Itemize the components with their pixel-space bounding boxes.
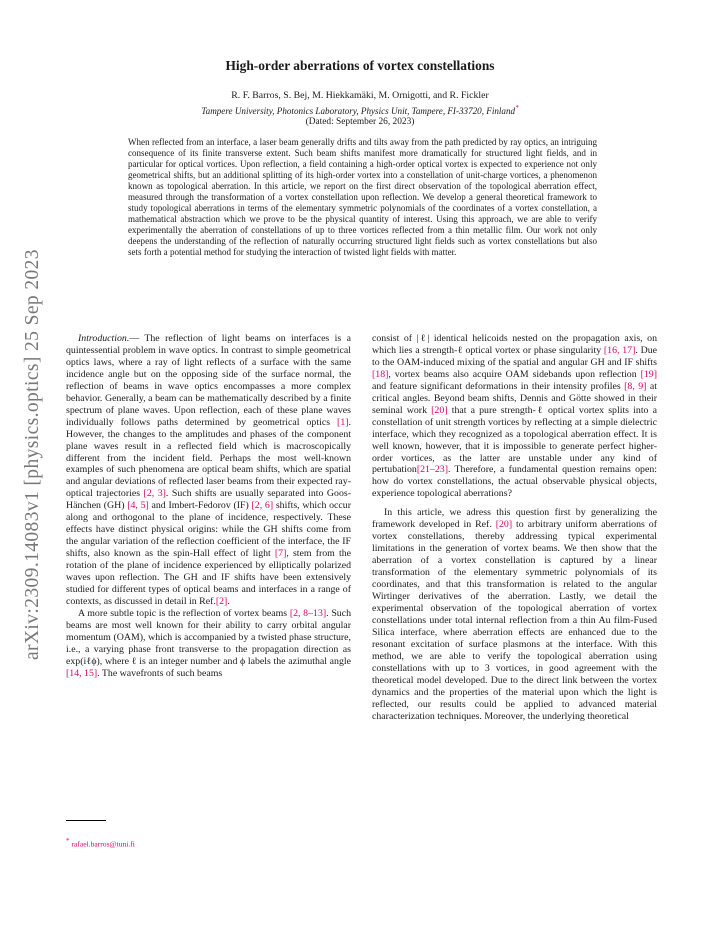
citation-link[interactable]: [20] (431, 404, 448, 416)
citation-link[interactable]: [1] (337, 416, 349, 428)
text-run: consist of |ℓ| identical helicoids nested on the propagation axis, on which lies a strength-ℓ optical vortex or phase singularity (372, 333, 657, 356)
citation-link[interactable]: [2] (215, 595, 228, 607)
right-column (372, 333, 657, 723)
citation-link[interactable]: [21–23] (416, 464, 449, 476)
citation-link[interactable]: [2, 6] (251, 500, 274, 512)
citation-link[interactable]: [19] (640, 368, 657, 380)
body-paragraph-continued (372, 333, 657, 500)
text-run: . Therefore, a fundamental question remains open: how do vortex constellations, the actual observable physical objects, experience topological aberrations? (372, 464, 657, 500)
citation-link[interactable]: [7] (274, 548, 287, 560)
body-paragraph-2 (372, 507, 657, 722)
text-run: . The wavefronts of such beams (97, 667, 223, 679)
text-run: to arbitrary uniform aberrations of vortex constellations, thereby addressing typical experimental limitations in the generation of vortex beams. We then show that the aberration of a vortex constellation is captured by a linear transformation of the elementary symmetric polynomials of its coordinates, and that this transformation is related to the angular Wirtinger derivatives of the aberration. Lastly, we detail the experimental observation of the topological aberration of vortex constellations under total internal reflection from a thin Au film-Fused Silica interface, where aberration effects are enhanced due to the resonant excitation of surface plasmons at the interface. With this method, we are able to verify the topological aberration using constellations with up to 3 vortices, in good agreement with the theoretical model developed. Due to the direct link between the vortex dynamics and the properties of the material upon which the light is reflected, our results could be applied to advanced material characterization techniques. Moreover, the underlying theoretical (372, 519, 657, 722)
date-line: (Dated: September 26, 2023) (305, 117, 415, 127)
text-run: . (227, 595, 230, 607)
section-runin-heading: Introduction. (78, 333, 130, 344)
footnote (66, 837, 135, 849)
abstract: When reflected from an interface, a laser beam generally drifts and tilts away from the path predicted by ray optics, an intriguing consequence of its finite transverse extent. Such beam shifts manifest more dramatically for structured light fields, and in particular for optical vortices. Upon reflection, a field containing a high-order optical vortex is expected to experience not only geometrical shifts, but an additional splitting of its high-order vortex into a constellation of unit-charge vortices, a phenomenon known as topological aberration. In this article, we report on the first direct observation of the topological aberration effect, measured through the transformation of a vortex constellation upon reflection. We develop a general theoretical framework to study topological aberrations in terms of the elementary symmetric polynomials of the coordinates of a vortex constellation, a mathematical abstraction which we prove to be the physical quantity of interest. Using this approach, we are able to verify experimentally the aberration of constellations of up to three vortices reflected from a thin metallic film. Our work not only deepens the understanding of the reflection of naturally occurring structured light fields such as vortex constellations but also sets forth a potential method for studying the interaction of twisted light fields with matter. (128, 137, 597, 258)
arxiv-identifier: arXiv:2309.14083v1 [physics.optics] 25 Sep 2023 (22, 249, 43, 660)
affiliation-footnote-mark[interactable]: * (515, 104, 519, 112)
text-run: — The reflection of light beams on interfaces is a quintessential problem in wave optics. In contrast to simple geometrical optics laws, where a ray of light reflects of a surface with the same incidence angle but on the opposing side of the surface normal, the reflection of beams in wave optics encompasses a more complex behavior. Generally, a beam can be mathematically described by a finite spectrum of plane waves. Upon reflection, each of these plane waves individually follows paths determined by geometrical optics (66, 333, 351, 428)
affiliation (0, 104, 720, 116)
citation-link[interactable]: [8, 9] (624, 380, 647, 392)
author-list: R. F. Barros, S. Bej, M. Hiekkamäki, M. Ornigotti, and R. Fickler (231, 90, 489, 101)
affiliation-text: Tampere University, Photonics Laboratory, Physics Unit, Tampere, FI-33720, Finland (201, 106, 516, 117)
left-column (66, 333, 351, 680)
intro-paragraph-1 (66, 333, 351, 608)
citation-link[interactable]: [2, 8–13] (289, 607, 327, 619)
author-email-link[interactable]: rafael.barros@tuni.fi (71, 839, 135, 849)
citation-link[interactable]: [14, 15] (66, 667, 98, 679)
citation-link[interactable]: [18] (372, 368, 389, 380)
text-run: shifts, which occur along and orthogonal to the plane of incidence, respectively. These effects have distinct physical origins: while the GH shifts come from the angular variation of the reflection coefficient of the interface, the IF shifts, also known as the spin-Hall effect of light (66, 500, 351, 560)
footnote-divider (66, 820, 106, 821)
text-run: , vortex beams also acquire OAM sidebands upon reflection (388, 368, 641, 380)
citation-link[interactable]: [16, 17] (603, 344, 636, 356)
paper-title: High-order aberrations of vortex constellations (225, 58, 495, 73)
intro-paragraph-2 (66, 608, 351, 680)
text-run: In this article, we adress this question first by generalizing the framework developed in Ref. (372, 507, 657, 531)
text-run: . However, the changes to the amplitudes and phases of the component plane waves result in a reflected field which is macroscopically different from the incident field. Perhaps the most well-known examples of such phenomena are optical beam shifts, which are spatial and angular deviations of reflected laser beams from their expected ray-optical trajectories (66, 416, 351, 500)
citation-link[interactable]: [20] (495, 519, 513, 531)
text-run: . Such shifts are usually separated into Goos-Hänchen (GH) (66, 488, 351, 512)
text-run: at critical angles. Beyond beam shifts, Dennis and Götte showed in their seminal work (372, 380, 657, 416)
citation-link[interactable]: [4, 5] (127, 500, 149, 512)
text-run: A more subtle topic is the reflection of vortex beams (78, 607, 290, 619)
citation-link[interactable]: [2, 3] (143, 488, 166, 500)
text-run: . Due to the OAM-induced mixing of the spatial and angular GH and IF shifts (372, 344, 657, 368)
text-run: . Such beams are most well known for their ability to carry orbital angular momentum (OAM), which is accompanied by a twisted phase structure, i.e., a varying phase front transverse to the propagation direction as exp(iℓϕ), where ℓ is an integer number and ϕ labels the azimuthal angle (66, 607, 352, 667)
footnote-mark: * (66, 837, 70, 845)
text-run: and feature significant deformations in their intensity profiles (372, 380, 625, 392)
text-run: , stem from the rotation of the plane of incidence experienced by elliptically polarized waves upon reflection. The GH and IF shifts have been extensively studied for different types of optical beams and interfaces in a range of contexts, as discussed in detail in Ref. (66, 548, 351, 607)
text-run: and Imbert-Fedorov (IF) (148, 500, 252, 512)
text-run: that a pure strength-ℓ optical vortex splits into a constellation of unit strength vortices by reflecting at a simple dielectric interface, which they recognized as a topological aberration effect. It is well known, however, that it is impossible to generate perfect higher-order vortices, as the latter are unstable under any kind of pertubation (372, 404, 657, 476)
